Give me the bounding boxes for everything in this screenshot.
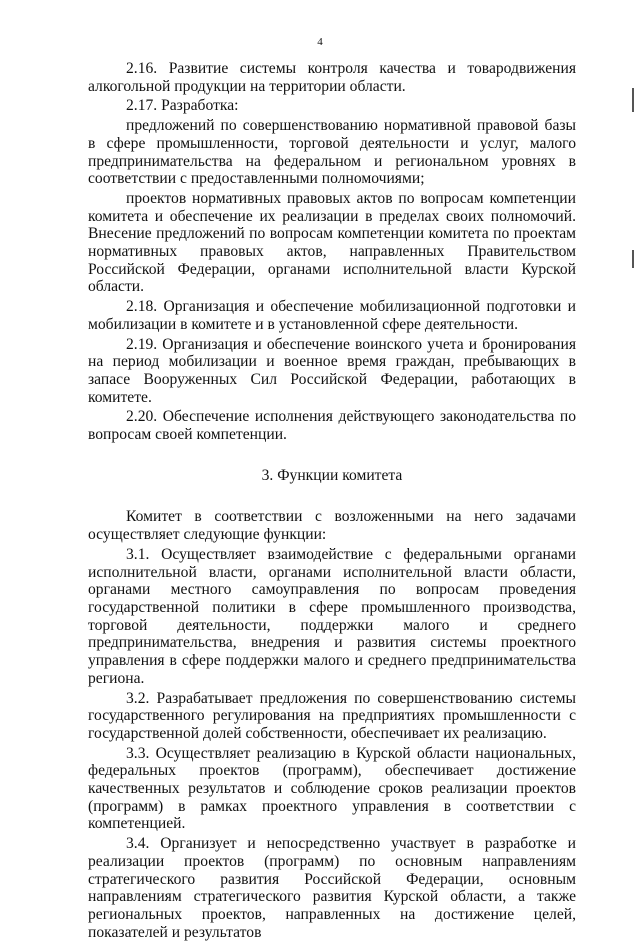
paragraph-2-17-projects: проектов нормативных правовых актов по вопросам компетенции комитета и обеспечение их реализации в пределах своих полномочий. Внесение предложений по вопросам компетенции комитета по проектам нормативных правовых актов, направленных Правительством Российской Федерации, органами исполнительной власти Курской области. xyxy=(88,189,576,296)
paragraph-2-18: 2.18. Организация и обеспечение мобилизационной подготовки и мобилизации в комитете и в установленной сфере деятельности. xyxy=(88,298,576,333)
paragraph-3-2: 3.2. Разрабатывает предложения по совершенствованию системы государственного регулирования на предприятиях промышленности с государственной долей собственности, обеспечивает их реализацию. xyxy=(88,689,576,742)
paragraph-2-17: 2.17. Разработка: xyxy=(126,97,239,115)
paragraph-2-17-proposals: предложений по совершенствованию нормативной правовой базы в сфере промышленности, торговой деятельности и услуг, малого предпринимательства на федеральном и региональном уровнях в соответствии с предоставленными полномочиями; xyxy=(88,117,576,188)
scan-edge-mark xyxy=(632,88,634,112)
paragraph-2-16: 2.16. Развитие системы контроля качества и товародвижения алкогольной продукции на территории области. xyxy=(88,60,576,95)
paragraph-3-3: 3.3. Осуществляет реализацию в Курской области национальных, федеральных проектов (программ), обеспечивает достижение качественных результатов и соблюдение сроков реализации проектов (программ) в рамках проектного управления в соответствии с компетенцией. xyxy=(88,744,576,833)
paragraph-3-4: 3.4. Организует и непосредственно участвует в разработке и реализации проектов (программ) по основным направлениям стратегического развития Российской Федерации, основным направлениям стратегического развития Курской области, а также региональных проектов, направленных на достижение целей, показателей и результатов xyxy=(88,835,576,941)
paragraph-functions-intro: Комитет в соответствии с возложенными на него задачами осуществляет следующие функции: xyxy=(88,508,576,544)
scan-edge-mark xyxy=(632,250,634,268)
section-heading: 3. Функции комитета xyxy=(261,466,403,484)
paragraph-2-20: 2.20. Обеспечение исполнения действующего законодательства по вопросам своей компетенции. xyxy=(88,408,576,444)
page-number: 4 xyxy=(317,36,323,48)
paragraph-2-19: 2.19. Организация и обеспечение воинского учета и бронирования на период мобилизации и военное время граждан, пребывающих в запасе Вооруженных Сил Российской Федерации, работающих в комитете. xyxy=(88,335,576,406)
document-body xyxy=(88,60,576,943)
paragraph-3-1: 3.1. Осуществляет взаимодействие с федеральными органами исполнительной власти, органами исполнительной власти области, органами местного самоуправления по вопросам проведения государственной политики в сфере промышленного производства, торговой деятельности, поддержки малого и среднего предпринимательства, внедрения и развития системы проектного управления в сфере поддержки малого и среднего предпринимательства региона. xyxy=(88,545,576,687)
